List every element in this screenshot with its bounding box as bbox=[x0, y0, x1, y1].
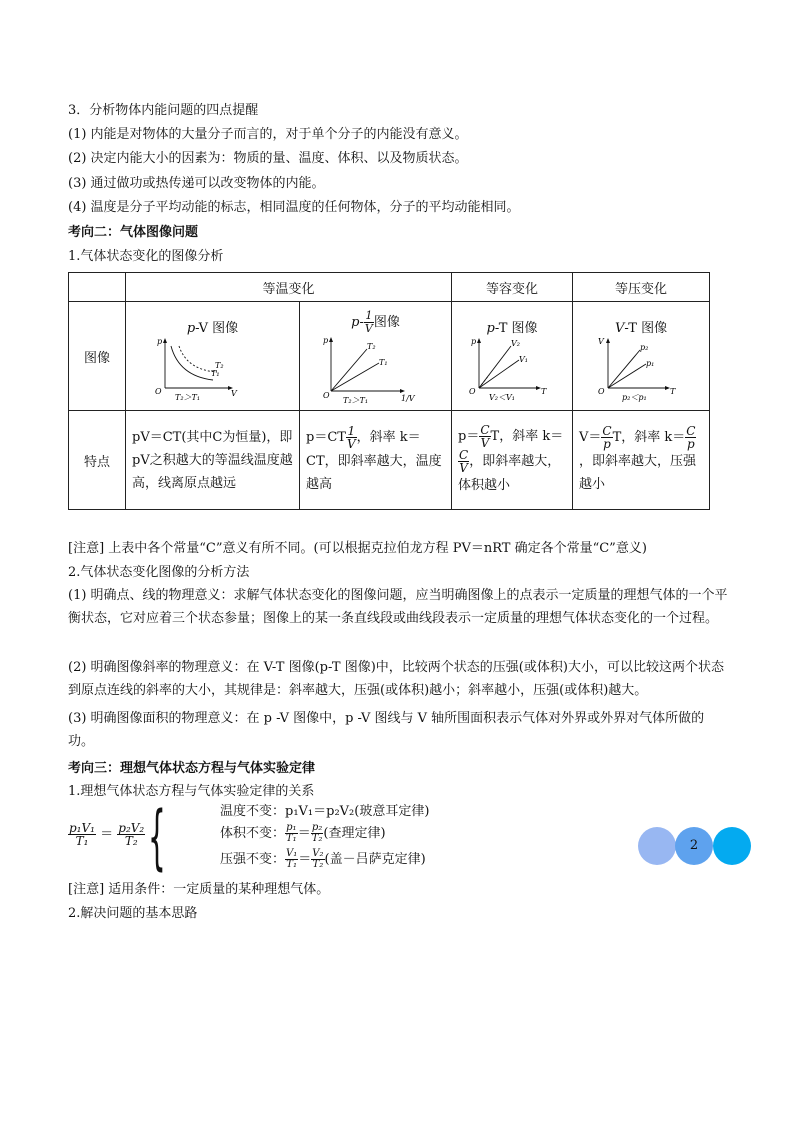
svg-text:p₂＜p₁: p₂＜p₁ bbox=[622, 392, 647, 402]
combined-gas-law: $\frac{\text{p₁V₁}}{\text{T₁}}$ ＝ $\frac{\text{p₂V₂}}{\text{T₂}}$ bbox=[69, 821, 145, 848]
brace-symbol: { bbox=[148, 796, 166, 878]
section3-item-3: (3) 通过做功或热传递可以改变物体的内能。 bbox=[68, 176, 325, 191]
badge-circle-left bbox=[638, 827, 676, 865]
section3-item-1: (1) 内能是对物体的大量分子而言的，对于单个分子的内能没有意义。 bbox=[68, 127, 468, 142]
feature-vt-text: V＝ $\frac{C}{p}$ T，斜率 k＝ $\frac{C}{p}$ ，即斜率越大，压强越小 bbox=[579, 423, 697, 492]
svg-text:T₂＞T₁: T₂＞T₁ bbox=[174, 392, 200, 402]
feature-p-invv-text: p＝CT $\frac{1}{V}$ ，斜率 k＝CT，即斜率越大，温度越高 bbox=[306, 423, 442, 492]
svg-text:T₂: T₂ bbox=[214, 360, 224, 370]
gas-law-equation-block bbox=[68, 796, 488, 880]
direction2-sub1: 1.气体状态变化的图像分析 bbox=[68, 249, 224, 264]
table-image-row bbox=[69, 302, 710, 411]
svg-text:O: O bbox=[469, 386, 476, 396]
feature-vt bbox=[573, 411, 710, 510]
cell-pt-graph bbox=[452, 302, 573, 411]
badge-circle-right bbox=[713, 827, 751, 865]
svg-text:T: T bbox=[541, 386, 547, 396]
svg-text:p₂: p₂ bbox=[640, 342, 649, 352]
section3-item-2: (2) 决定内能大小的因素为：物质的量、温度、体积、以及物质状态。 bbox=[68, 151, 468, 166]
method-para-3: (3) 明确图像面积的物理意义：在 p -V 图像中，p -V 图线与 V 轴所围面积表示气体对外界或外界对气体所做的功。 bbox=[68, 711, 705, 749]
feature-p-invv bbox=[300, 411, 452, 510]
header-isothermal: 等温变化 bbox=[126, 273, 452, 302]
svg-text:O: O bbox=[598, 386, 605, 396]
note-constants: [注意] 上表中各个常量“C”意义有所不同。(可以根据克拉伯龙方程 PV＝nRT 确定各个常量“C”意义) bbox=[68, 541, 647, 556]
cell-pv-graph bbox=[126, 302, 300, 411]
svg-text:O: O bbox=[322, 390, 330, 400]
svg-text:T₁: T₁ bbox=[378, 357, 388, 367]
svg-text:V: V bbox=[598, 336, 604, 346]
svg-text:T₂＞T₁: T₂＞T₁ bbox=[342, 395, 368, 405]
feature-pv bbox=[126, 411, 300, 510]
svg-text:V: V bbox=[230, 388, 237, 398]
svg-text:T₁: T₁ bbox=[210, 368, 220, 378]
table-feature-row bbox=[69, 411, 710, 510]
pv-isotherm-graph bbox=[153, 336, 273, 404]
pt-isochore-graph bbox=[467, 336, 557, 404]
page-number-badge bbox=[638, 827, 752, 867]
solution-approach-title: 2.解决问题的基本思路 bbox=[68, 906, 198, 921]
table-corner-cell bbox=[69, 273, 126, 302]
header-isobaric: 等压变化 bbox=[573, 273, 710, 302]
vt-isobar-graph bbox=[596, 336, 686, 404]
header-isochoric: 等容变化 bbox=[452, 273, 573, 302]
direction3-heading: 考向三：理想气体状态方程与气体实验定律 bbox=[68, 761, 316, 776]
method-para-2: (2) 明确图像斜率的物理意义：在 V-T 图像(p-T 图像)中，比较两个状态的压强(或体积)大小，可以比较这两个状态到原点连线的斜率的大小，其规律是：斜率越大，压强(或体积)越小；斜率越小，压强(或体积)越大。 bbox=[68, 660, 724, 698]
svg-text:p: p bbox=[156, 336, 162, 346]
p-invv-graph bbox=[321, 335, 431, 405]
svg-text:p₁: p₁ bbox=[646, 358, 655, 368]
gas-graph-table bbox=[68, 272, 710, 510]
graph-method-title: 2.气体状态变化图像的分析方法 bbox=[68, 565, 250, 580]
pv-caption: p-V 图像 bbox=[186, 320, 239, 336]
svg-text:p: p bbox=[471, 336, 477, 346]
boyle-law: 温度不变：p₁V₁＝p₂V₂(玻意耳定律) bbox=[220, 804, 430, 819]
feature-pt-text: p＝ $\frac{C}{V}$ T，斜率 k＝ $\frac{C}{V}$ ，即斜率越大，体积越小 bbox=[458, 422, 564, 493]
section3-item-4: (4) 温度是分子平均动能的标志，相同温度的任何物体，分子的平均动能相同。 bbox=[68, 200, 520, 215]
pt-caption: p-T 图像 bbox=[486, 320, 538, 336]
feature-pv-text: pV＝CT(其中C为恒量)，即pV之积越大的等温线温度越高，线离原点越远 bbox=[132, 429, 293, 491]
table-header-row bbox=[69, 273, 710, 302]
svg-text:O: O bbox=[154, 386, 162, 396]
row-label-image: 图像 bbox=[69, 302, 126, 411]
gay-lussac-law: 压强不变： $\frac{\text{V₁}}{\text{T₁}}$ ＝ $\frac{\text{V₂}}{\text{T₂}}$ (盖－吕萨克定律) bbox=[220, 848, 426, 870]
direction2-heading: 考向二：气体图像问题 bbox=[68, 225, 199, 240]
svg-text:p: p bbox=[322, 335, 328, 345]
section3-title: 3．分析物体内能问题的四点提醒 bbox=[68, 103, 259, 118]
direction3-sub1: 1.理想气体状态方程与气体实验定律的关系 bbox=[68, 784, 315, 799]
svg-text:1/V: 1/V bbox=[400, 393, 415, 403]
svg-text:V₂＜V₁: V₂＜V₁ bbox=[489, 392, 515, 402]
cell-vt-graph bbox=[573, 302, 710, 411]
p-invv-caption: p- $\frac{1}{V}$ 图像 bbox=[351, 308, 400, 335]
feature-pt bbox=[452, 411, 573, 510]
note-condition: [注意] 适用条件：一定质量的某种理想气体。 bbox=[68, 882, 330, 897]
charles-pressure-law: 体积不变： $\frac{\text{p₁}}{\text{T₁}}$ ＝ $\frac{\text{p₂}}{\text{T₂}}$ (查理定律) bbox=[220, 822, 386, 844]
svg-text:T₂: T₂ bbox=[366, 341, 376, 351]
vt-caption: V-T 图像 bbox=[614, 320, 668, 336]
svg-text:T: T bbox=[670, 386, 676, 396]
svg-text:V₁: V₁ bbox=[519, 354, 528, 364]
cell-p-invv-graph bbox=[300, 302, 452, 411]
svg-text:V₂: V₂ bbox=[511, 338, 520, 348]
method-para-1: (1) 明确点、线的物理意义：求解气体状态变化的图像问题，应当明确图像上的点表示一定质量的理想气体的一个平衡状态，它对应着三个状态参量；图像上的某一条直线段或曲线段表示一定质量的理想气体状态变化的一个过程。 bbox=[68, 588, 728, 626]
page-number: 2 bbox=[689, 838, 699, 853]
row-label-feature: 特点 bbox=[69, 411, 126, 510]
